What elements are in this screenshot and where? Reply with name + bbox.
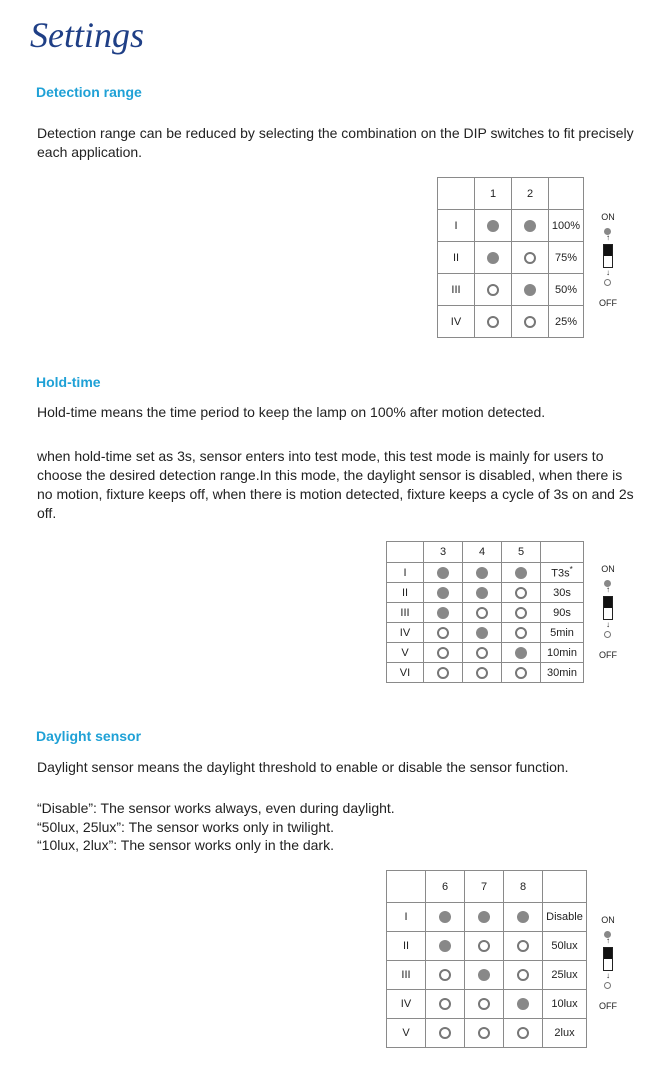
switch-off-circle-icon bbox=[476, 647, 488, 659]
switch-on-dot-icon bbox=[517, 911, 529, 923]
switch-state-cell bbox=[465, 961, 504, 990]
switch-on-dot-icon bbox=[478, 969, 490, 981]
setting-value bbox=[541, 663, 584, 683]
setting-value-text: 5min bbox=[550, 626, 574, 639]
switch-on-dot-icon bbox=[515, 647, 527, 659]
switch-off-circle-icon bbox=[517, 940, 529, 952]
setting-value-text: T3s bbox=[551, 567, 570, 580]
switch-state-cell bbox=[463, 603, 502, 623]
switch-off-circle-icon bbox=[478, 940, 490, 952]
switch-on-dot-icon bbox=[439, 911, 451, 923]
table-row bbox=[387, 961, 587, 990]
switch-on-label: ON bbox=[601, 915, 615, 925]
setting-value bbox=[543, 903, 587, 932]
setting-value-text: 30s bbox=[553, 586, 571, 599]
switch-state-cell bbox=[426, 961, 465, 990]
setting-value-text: 10min bbox=[547, 646, 577, 659]
switch-state-cell bbox=[502, 563, 541, 583]
switch-off-circle-icon bbox=[437, 667, 449, 679]
switch-state-cell bbox=[424, 563, 463, 583]
hold-time-test-mode-note: when hold-time set as 3s, sensor enters into test mode, this test mode is mainly for users to choose the desired detection range.In this mode, the daylight sensor is disabled, when there is no motion, fixture keeps off, when there is motion detected, fixture keeps a cycle of 3s on and 2s off. bbox=[37, 448, 634, 521]
setting-value-text: 90s bbox=[553, 606, 571, 619]
hold-time-heading: Hold-time bbox=[36, 374, 101, 390]
switch-on-dot-icon bbox=[437, 567, 449, 579]
switch-off-circle-icon bbox=[517, 1027, 529, 1039]
setting-value bbox=[541, 643, 584, 663]
switch-state-cell bbox=[475, 242, 512, 274]
daylight-dark-note: “10lux, 2lux”: The sensor works only in the dark. bbox=[37, 837, 334, 853]
table-row bbox=[387, 903, 587, 932]
row-roman-label: V bbox=[387, 1019, 426, 1048]
page-title: Settings bbox=[30, 15, 144, 55]
switch-number-header: 5 bbox=[502, 542, 541, 563]
row-roman-label: V bbox=[387, 643, 424, 663]
arrow-up-icon: ↑ bbox=[606, 233, 610, 242]
switch-state-cell bbox=[465, 990, 504, 1019]
switch-off-circle-icon bbox=[478, 1027, 490, 1039]
table-row bbox=[438, 274, 584, 306]
dip-switch-legend-hold bbox=[593, 564, 623, 660]
test-mode-asterisk: * bbox=[569, 565, 573, 575]
switch-on-label: ON bbox=[601, 564, 615, 574]
switch-off-circle-icon bbox=[515, 627, 527, 639]
switch-on-dot-icon bbox=[437, 607, 449, 619]
switch-state-cell bbox=[465, 1019, 504, 1048]
setting-value bbox=[543, 1019, 587, 1048]
setting-value-text: 25lux bbox=[551, 969, 578, 981]
switch-off-circle-icon bbox=[524, 316, 536, 328]
row-roman-label: IV bbox=[438, 306, 475, 338]
switch-state-cell bbox=[463, 583, 502, 603]
daylight-sensor-description: Daylight sensor means the daylight threshold to enable or disable the sensor function. bbox=[37, 759, 569, 775]
dip-switch-legend-detection bbox=[593, 212, 623, 308]
switch-off-circle-icon bbox=[437, 647, 449, 659]
table-row bbox=[438, 242, 584, 274]
value-column-header bbox=[549, 178, 584, 210]
switch-off-circle-icon bbox=[515, 607, 527, 619]
switch-off-circle-icon bbox=[478, 998, 490, 1010]
hold-time-description: Hold-time means the time period to keep the lamp on 100% after motion detected. bbox=[37, 404, 546, 420]
switch-state-cell bbox=[424, 663, 463, 683]
setting-value-text: 2lux bbox=[554, 1027, 575, 1039]
switch-off-label: OFF bbox=[599, 650, 617, 660]
table-corner-cell bbox=[438, 178, 475, 210]
table-row bbox=[387, 603, 584, 623]
switch-state-cell bbox=[502, 623, 541, 643]
table-row bbox=[438, 306, 584, 338]
switch-off-label: OFF bbox=[599, 1001, 617, 1011]
switch-number-header: 8 bbox=[504, 871, 543, 903]
value-column-header bbox=[543, 871, 587, 903]
switch-state-cell bbox=[465, 903, 504, 932]
switch-number-header: 4 bbox=[463, 542, 502, 563]
switch-state-cell bbox=[502, 583, 541, 603]
table-row bbox=[438, 210, 584, 242]
switch-off-circle-icon bbox=[437, 627, 449, 639]
switch-state-cell bbox=[465, 932, 504, 961]
switch-on-dot-icon bbox=[478, 911, 490, 923]
table-row bbox=[387, 643, 584, 663]
table-row bbox=[387, 583, 584, 603]
row-roman-label: III bbox=[438, 274, 475, 306]
switch-on-dot-icon bbox=[476, 627, 488, 639]
setting-value bbox=[543, 932, 587, 961]
arrow-down-icon: ↓ bbox=[606, 620, 610, 629]
setting-value bbox=[541, 623, 584, 643]
switch-on-dot-icon bbox=[437, 587, 449, 599]
switch-off-circle-icon bbox=[439, 998, 451, 1010]
switch-state-cell bbox=[463, 623, 502, 643]
switch-state-cell bbox=[475, 274, 512, 306]
setting-value bbox=[541, 583, 584, 603]
switch-state-cell bbox=[424, 623, 463, 643]
switch-state-cell bbox=[504, 990, 543, 1019]
switch-on-dot-icon bbox=[439, 940, 451, 952]
switch-state-cell bbox=[512, 306, 549, 338]
switch-on-dot-icon bbox=[487, 220, 499, 232]
switch-on-dot-icon bbox=[487, 252, 499, 264]
detection-range-heading: Detection range bbox=[36, 84, 142, 100]
row-roman-label: III bbox=[387, 961, 426, 990]
switch-state-cell bbox=[512, 210, 549, 242]
switch-state-cell bbox=[426, 932, 465, 961]
setting-value bbox=[541, 563, 584, 583]
table-row bbox=[387, 1019, 587, 1048]
switch-state-cell bbox=[512, 274, 549, 306]
table-corner-cell bbox=[387, 871, 426, 903]
switch-on-dot-icon bbox=[476, 587, 488, 599]
daylight-disable-note: “Disable”: The sensor works always, even during daylight. bbox=[37, 800, 395, 816]
switch-on-label: ON bbox=[601, 212, 615, 222]
switch-off-circle-icon bbox=[517, 969, 529, 981]
row-roman-label: II bbox=[387, 583, 424, 603]
off-dot-icon bbox=[604, 279, 611, 286]
switch-state-cell bbox=[504, 961, 543, 990]
setting-value bbox=[549, 274, 584, 306]
switch-on-dot-icon bbox=[524, 220, 536, 232]
setting-value bbox=[549, 242, 584, 274]
switch-off-circle-icon bbox=[515, 587, 527, 599]
switch-number-header: 7 bbox=[465, 871, 504, 903]
setting-value bbox=[549, 210, 584, 242]
switch-off-circle-icon bbox=[487, 284, 499, 296]
setting-value-text: 25% bbox=[554, 315, 578, 328]
switch-state-cell bbox=[475, 306, 512, 338]
setting-value bbox=[541, 603, 584, 623]
switch-number-header: 2 bbox=[512, 178, 549, 210]
setting-value bbox=[543, 990, 587, 1019]
row-roman-label: III bbox=[387, 603, 424, 623]
table-row bbox=[387, 623, 584, 643]
switch-number-header: 6 bbox=[426, 871, 465, 903]
switch-off-circle-icon bbox=[439, 1027, 451, 1039]
setting-value-text: 50% bbox=[554, 283, 578, 296]
daylight-twilight-note: “50lux, 25lux”: The sensor works only in twilight. bbox=[37, 819, 334, 835]
arrow-up-icon: ↑ bbox=[606, 585, 610, 594]
switch-off-circle-icon bbox=[515, 667, 527, 679]
switch-state-cell bbox=[424, 643, 463, 663]
arrow-up-icon: ↑ bbox=[606, 936, 610, 945]
switch-state-cell bbox=[424, 583, 463, 603]
switch-on-dot-icon bbox=[515, 567, 527, 579]
setting-value bbox=[543, 961, 587, 990]
switch-state-cell bbox=[504, 1019, 543, 1048]
arrow-down-icon: ↓ bbox=[606, 268, 610, 277]
dip-switch-legend-daylight bbox=[593, 915, 623, 1011]
switch-off-circle-icon bbox=[476, 667, 488, 679]
row-roman-label: VI bbox=[387, 663, 424, 683]
setting-value-text: 75% bbox=[554, 251, 578, 264]
dip-switch-icon bbox=[603, 244, 613, 268]
switch-state-cell bbox=[512, 242, 549, 274]
switch-state-cell bbox=[504, 903, 543, 932]
switch-off-circle-icon bbox=[524, 252, 536, 264]
switch-state-cell bbox=[463, 643, 502, 663]
detection-range-description: Detection range can be reduced by selecting the combination on the DIP switches to fit precisely each application. bbox=[37, 125, 634, 160]
row-roman-label: I bbox=[438, 210, 475, 242]
switch-off-circle-icon bbox=[439, 969, 451, 981]
setting-value-text: 10lux bbox=[551, 998, 578, 1010]
switch-state-cell bbox=[502, 643, 541, 663]
detection-range-table bbox=[437, 177, 584, 338]
row-roman-label: II bbox=[387, 932, 426, 961]
setting-value-text: Disable bbox=[546, 911, 583, 923]
switch-on-dot-icon bbox=[517, 998, 529, 1010]
daylight-sensor-table bbox=[386, 870, 587, 1048]
switch-off-label: OFF bbox=[599, 298, 617, 308]
dip-switch-icon bbox=[603, 596, 613, 620]
setting-value-text: 30min bbox=[547, 666, 577, 679]
setting-value-text: 50lux bbox=[551, 940, 578, 952]
hold-time-table bbox=[386, 541, 584, 683]
row-roman-label: II bbox=[438, 242, 475, 274]
switch-off-circle-icon bbox=[476, 607, 488, 619]
switch-state-cell bbox=[475, 210, 512, 242]
row-roman-label: IV bbox=[387, 990, 426, 1019]
row-roman-label: I bbox=[387, 903, 426, 932]
switch-state-cell bbox=[504, 932, 543, 961]
table-row bbox=[387, 990, 587, 1019]
daylight-sensor-heading: Daylight sensor bbox=[36, 728, 142, 744]
switch-state-cell bbox=[426, 1019, 465, 1048]
switch-off-circle-icon bbox=[487, 316, 499, 328]
switch-state-cell bbox=[426, 990, 465, 1019]
table-row bbox=[387, 563, 584, 583]
switch-number-header: 1 bbox=[475, 178, 512, 210]
switch-state-cell bbox=[424, 603, 463, 623]
switch-on-dot-icon bbox=[524, 284, 536, 296]
off-dot-icon bbox=[604, 982, 611, 989]
switch-state-cell bbox=[463, 663, 502, 683]
setting-value bbox=[549, 306, 584, 338]
row-roman-label: IV bbox=[387, 623, 424, 643]
table-row bbox=[387, 932, 587, 961]
arrow-down-icon: ↓ bbox=[606, 971, 610, 980]
table-row bbox=[387, 663, 584, 683]
row-roman-label: I bbox=[387, 563, 424, 583]
value-column-header bbox=[541, 542, 584, 563]
switch-number-header: 3 bbox=[424, 542, 463, 563]
dip-switch-icon bbox=[603, 947, 613, 971]
switch-on-dot-icon bbox=[476, 567, 488, 579]
switch-state-cell bbox=[426, 903, 465, 932]
switch-state-cell bbox=[463, 563, 502, 583]
off-dot-icon bbox=[604, 631, 611, 638]
setting-value-text: 100% bbox=[551, 219, 581, 232]
table-corner-cell bbox=[387, 542, 424, 563]
switch-state-cell bbox=[502, 663, 541, 683]
switch-state-cell bbox=[502, 603, 541, 623]
